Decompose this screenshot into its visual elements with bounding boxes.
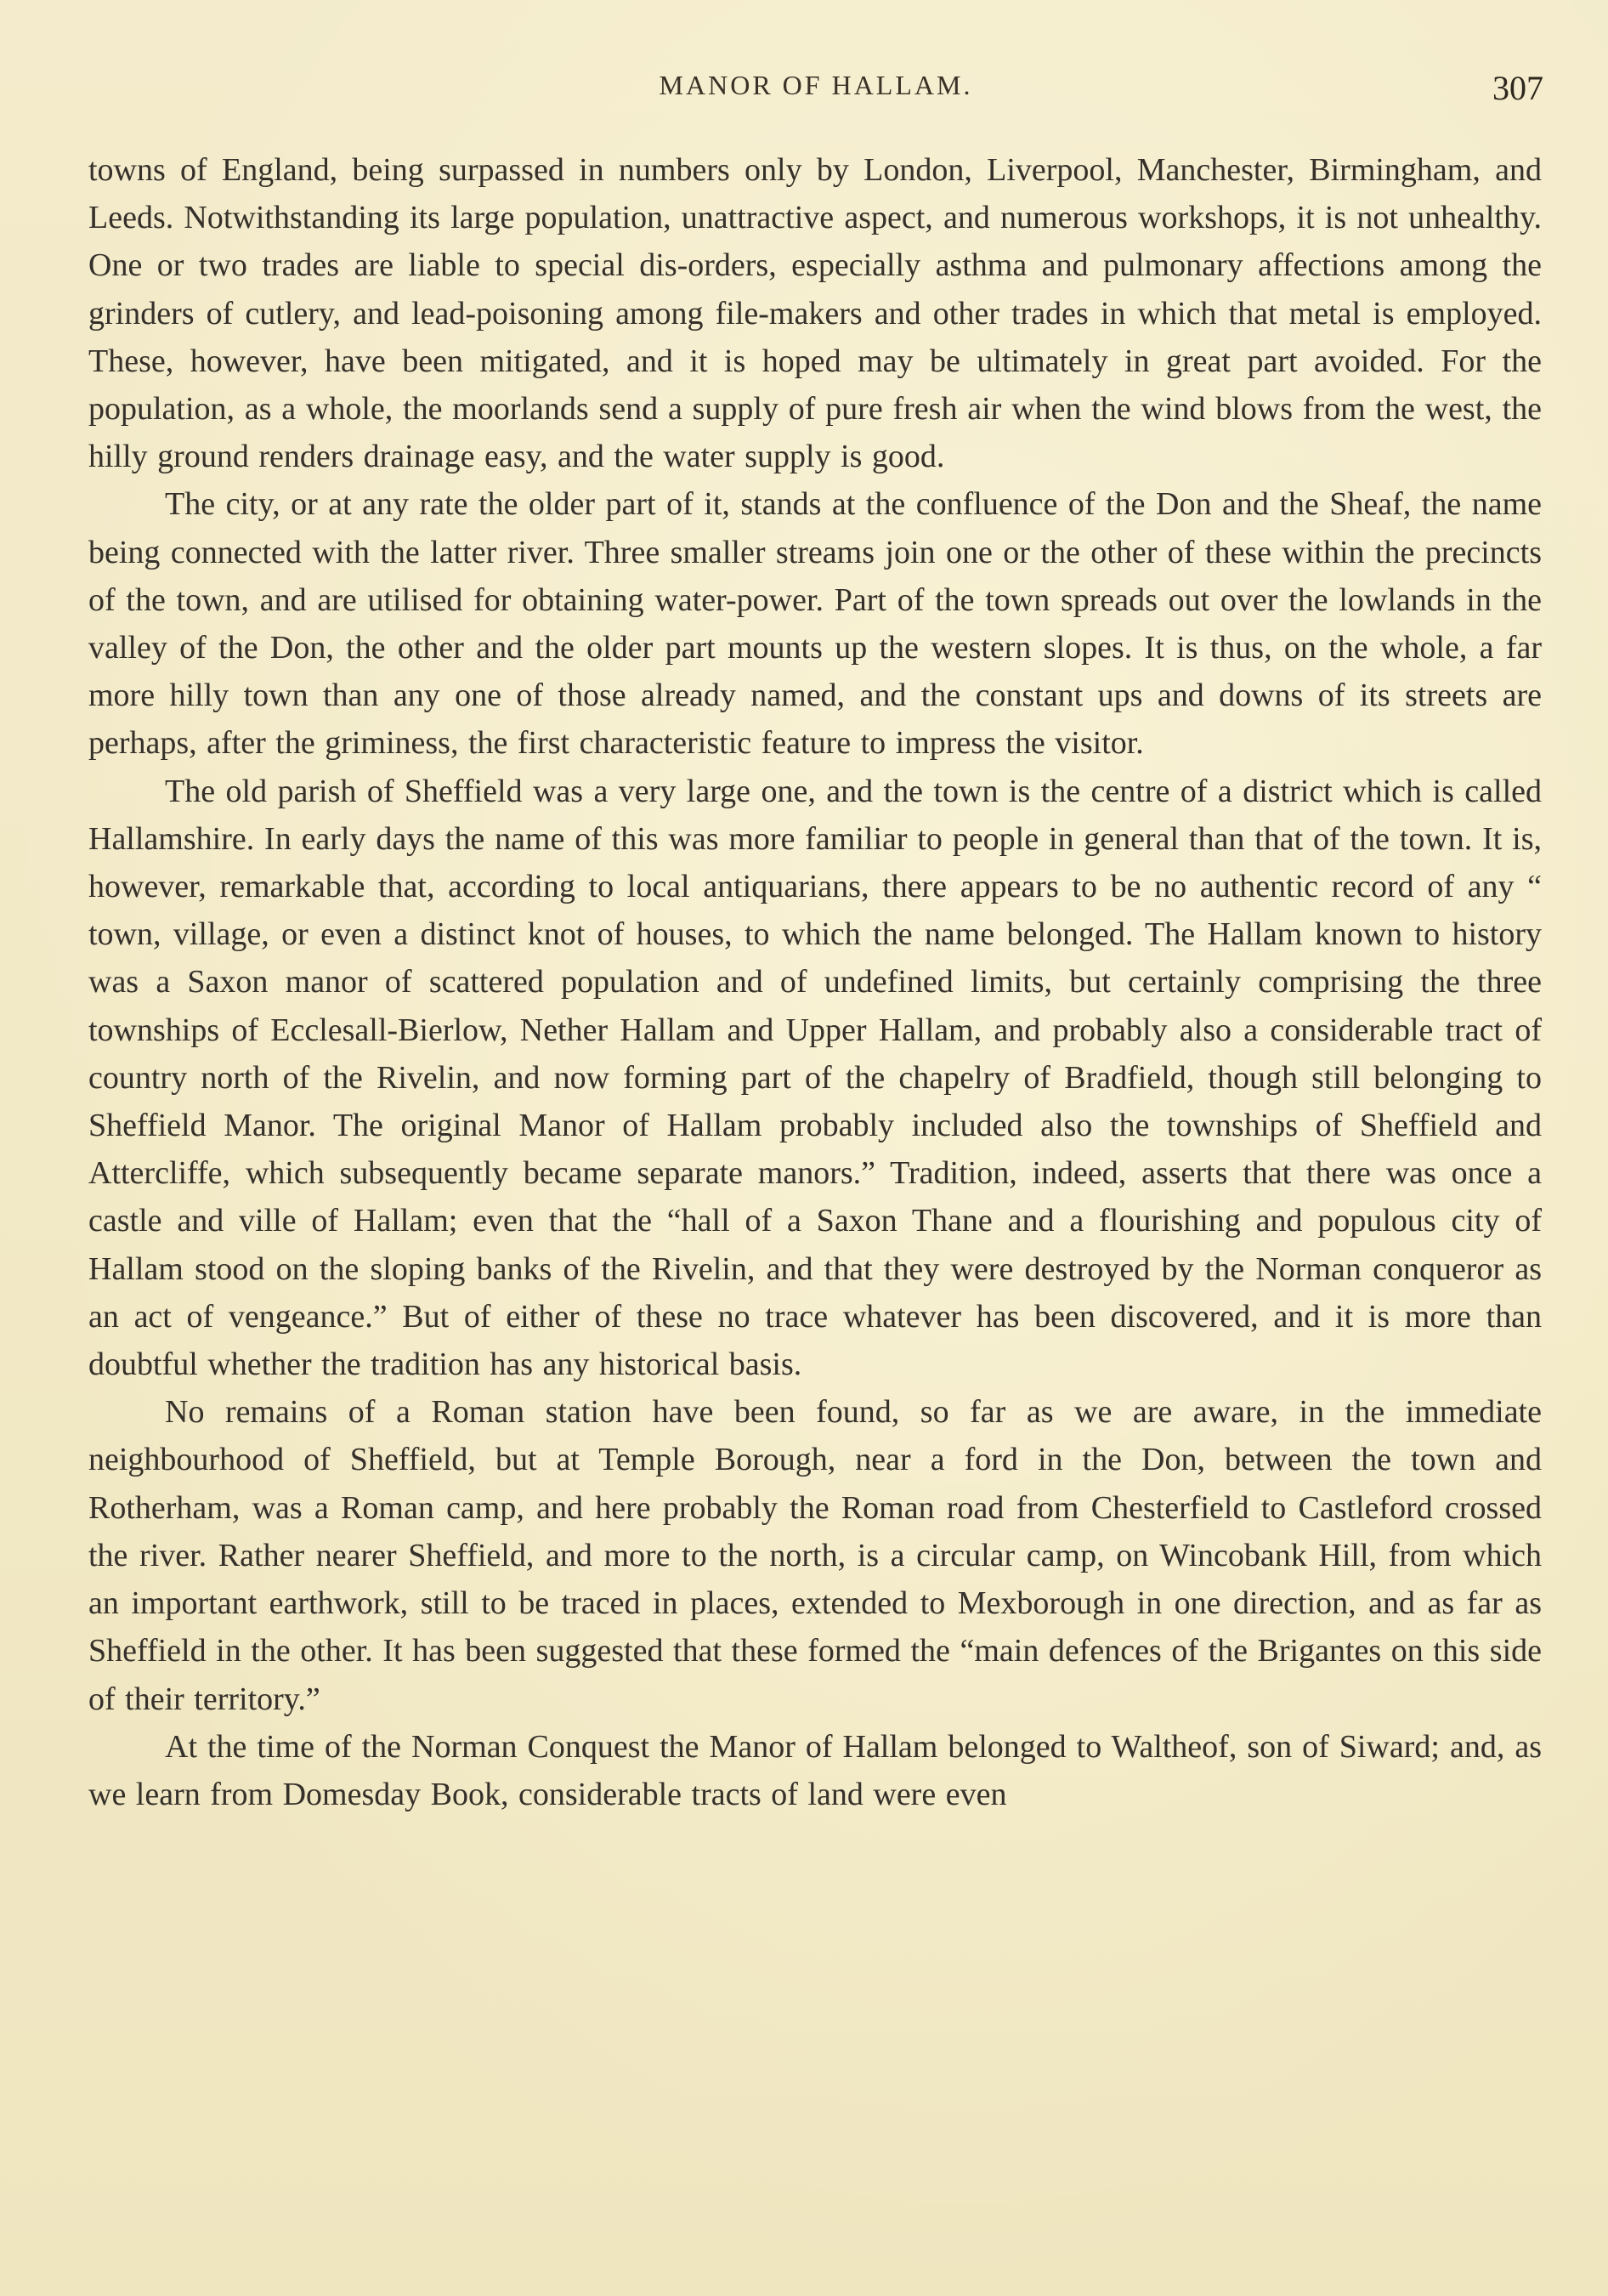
paragraph-roman-remains: No remains of a Roman station have been found, so far as we are aware, in the immediate neighbourhood of Sheffield, but at Temple Borough, near a ford in the Don, between the town and Rotherham, was a Roman camp, and here probably the Roman road from Chesterfield to Castleford crossed the river. Rather nearer Sheffield, and more to the north, is a circular camp, on Wincobank Hill, from which an important earthwork, still to be traced in places, extended to Mexborough in one direction, and as far as Sheffield in the other. It has been suggested that these formed the “main defences of the Brigantes on this side of their territory.” [88, 1394, 1542, 1717]
paragraph-continued: towns of England, being surpassed in numbers only by London, Liverpool, Manchester, Birmingham, and Leeds. Notwithstanding its large population, unattractive aspect, and numerous workshops, it is not unhealthy. One or two trades are liable to special dis-orders, especially asthma and pulmonary affections among the grinders of cutlery, and lead-poisoning among file-makers and other trades in which that metal is employed. These, however, have been mitigated, and it is hoped may be ultimately in great part avoided. For the population, as a whole, the moorlands send a supply of pure fresh air when the wind blows from the west, the hilly ground renders drainage easy, and the water supply is good. [88, 152, 1542, 475]
page-number: 307 [1492, 69, 1543, 107]
paragraph-norman-conquest: At the time of the Norman Conquest the Manor of Hallam belonged to Waltheof, son of Siward; and, as we learn from Domesday Book, considerable tracts of land were even [88, 1728, 1542, 1812]
paragraph-city-location: The city, or at any rate the older part of it, stands at the confluence of the Don and the Sheaf, the name being connected with the latter river. Three smaller streams join one or the other of these within the precincts of the town, and are utilised for obtaining water-power. Part of the town spreads out over the lowlands in the valley of the Don, the other and the older part mounts up the western slopes. It is thus, on the whole, a far more hilly town than any one of those already named, and the constant ups and downs of its streets are perhaps, after the griminess, the first characteristic feature to impress the visitor. [88, 486, 1542, 762]
paragraph-parish-hallamshire: The old parish of Sheffield was a very large one, and the town is the centre of a district which is called Hallamshire. In early days the name of this was more familiar to people in general than that of the town. It is, however, remarkable that, according to local antiquarians, there appears to be no authentic record of any “ town, village, or even a distinct knot of houses, to which the name belonged. The Hallam known to history was a Saxon manor of scattered population and of undefined limits, but certainly comprising the three townships of Ecclesall-Bierlow, Nether Hallam and Upper Hallam, and probably also a considerable tract of country north of the Rivelin, and now forming part of the chapelry of Bradfield, though still belonging to Sheffield Manor. The original Manor of Hallam probably included also the townships of Sheffield and Attercliffe, which subsequently became separate manors.” Tradition, indeed, asserts that there was once a castle and ville of Hallam; even that the “hall of a Saxon Thane and a flourishing and populous city of Hallam stood on the sloping banks of the Rivelin, and that they were destroyed by the Norman conqueror as an act of vengeance.” But of either of these no trace whatever has been discovered, and it is more than doubtful whether the tradition has any historical basis. [88, 773, 1542, 1383]
body-text [88, 146, 1542, 1818]
running-title: MANOR OF HALLAM. [659, 70, 973, 100]
running-head [0, 70, 1608, 121]
